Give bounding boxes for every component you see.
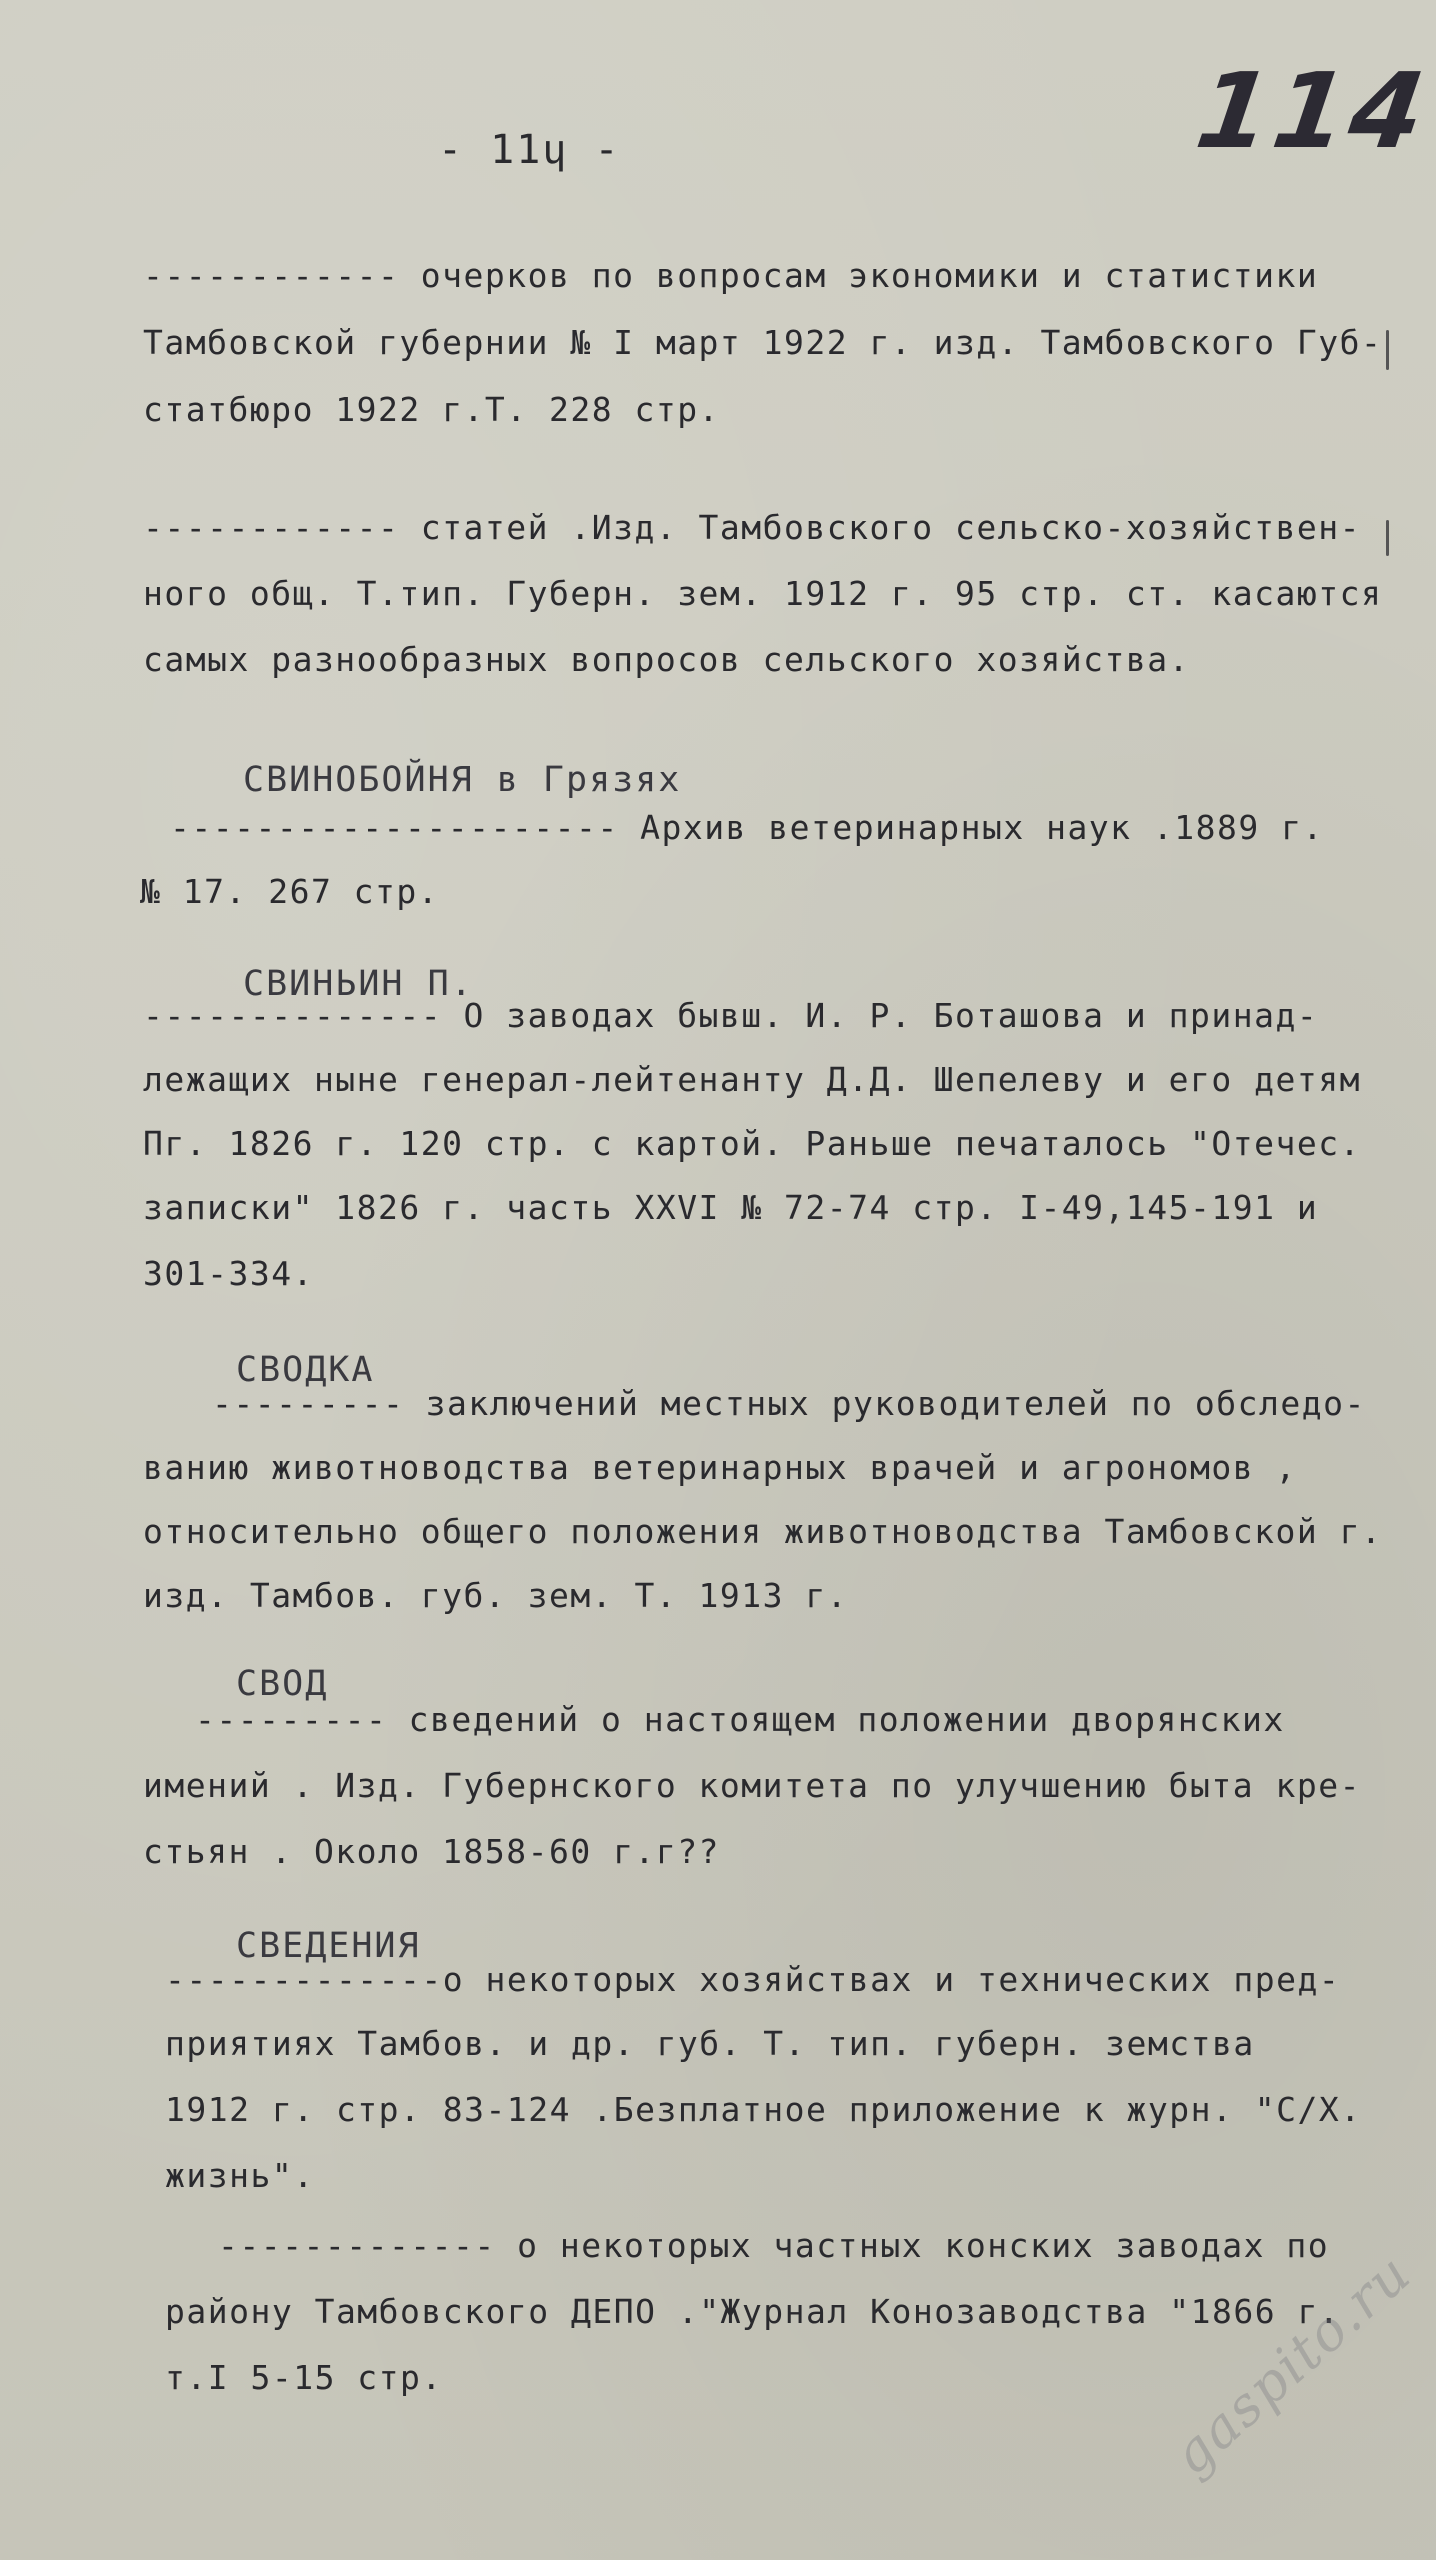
entry-line: 301-334. [143,1254,314,1293]
margin-mark [1386,520,1389,556]
entry-line: --------------------- Архив ветеринарных наук .1889 г. [170,808,1324,847]
entry-line: ------------- о некоторых частных конских заводах по [218,2226,1330,2265]
entry-line: Пг. 1826 г. 120 стр. с картой. Раньше печаталось "Отечес. [143,1124,1361,1163]
entry-line: т.I 5-15 стр. [165,2358,443,2397]
entry-line: № 17. 267 стр. [140,872,440,911]
entry-line: приятиях Тамбов. и др. губ. Т. тип. губерн. земства [165,2024,1255,2063]
page-number: - 11ɥ - [438,127,621,173]
entry-line: относительно общего положения животноводства Тамбовской г. [143,1512,1383,1551]
entry-line: статбюро 1922 г.Т. 228 стр. [143,390,720,429]
entry-line: жизнь". [165,2156,315,2195]
handwritten-folio-number: 114 [1189,50,1436,172]
entry-heading: СВЕДЕНИЯ [236,1926,421,1966]
entry-line: стьян . Около 1858-60 г.г?? [143,1832,720,1871]
entry-heading: СВИНОБОЙНЯ в Грязях [243,760,682,800]
entry-line: --------- заключений местных руководителей по обследо- [212,1384,1366,1423]
entry-line: Тамбовской губернии № I март 1922 г. изд. Тамбовского Губ- [143,323,1383,362]
entry-line: 1912 г. стр. 83-124 .Безплатное приложение к журн. "С/Х. [165,2090,1362,2129]
entry-line: самых разнообразных вопросов сельского хозяйства. [143,640,1191,679]
entry-line: ------------ очерков по вопросам экономики и статистики [143,256,1319,295]
entry-line: ------------ статей .Изд. Тамбовского сельско-хозяйствен- [143,508,1361,547]
entry-line: району Тамбовского ДЕПО ."Журнал Конозаводства "1866 г. [165,2292,1341,2331]
entry-line: --------- сведений о настоящем положении дворянских [195,1700,1285,1739]
entry-line: имений . Изд. Губернского комитета по улучшению быта кре- [143,1766,1361,1805]
entry-line: ного общ. Т.тип. Губерн. зем. 1912 г. 95 стр. ст. касаются [143,574,1383,613]
entry-heading: СВОД [236,1664,329,1704]
entry-line: изд. Тамбов. губ. зем. Т. 1913 г. [143,1576,849,1615]
entry-line: -------------о некоторых хозяйствах и технических пред- [165,1960,1341,1999]
entry-line: лежащих ныне генерал-лейтенанту Д.Д. Шепелеву и его детям [143,1060,1361,1099]
entry-line: ванию животноводства ветеринарных врачей и агрономов , [143,1448,1297,1487]
entry-line: -------------- О заводах бывш. И. Р. Боташова и принад- [143,996,1319,1035]
entry-heading: СВОДКА [236,1350,375,1390]
watermark: gaspito.ru [1160,2241,1424,2487]
entry-line: записки" 1826 г. часть XXVI № 72-74 стр. I-49,145-191 и [143,1188,1319,1227]
margin-mark [1386,330,1389,370]
entry-heading: СВИНЬИН П. [243,964,474,1004]
